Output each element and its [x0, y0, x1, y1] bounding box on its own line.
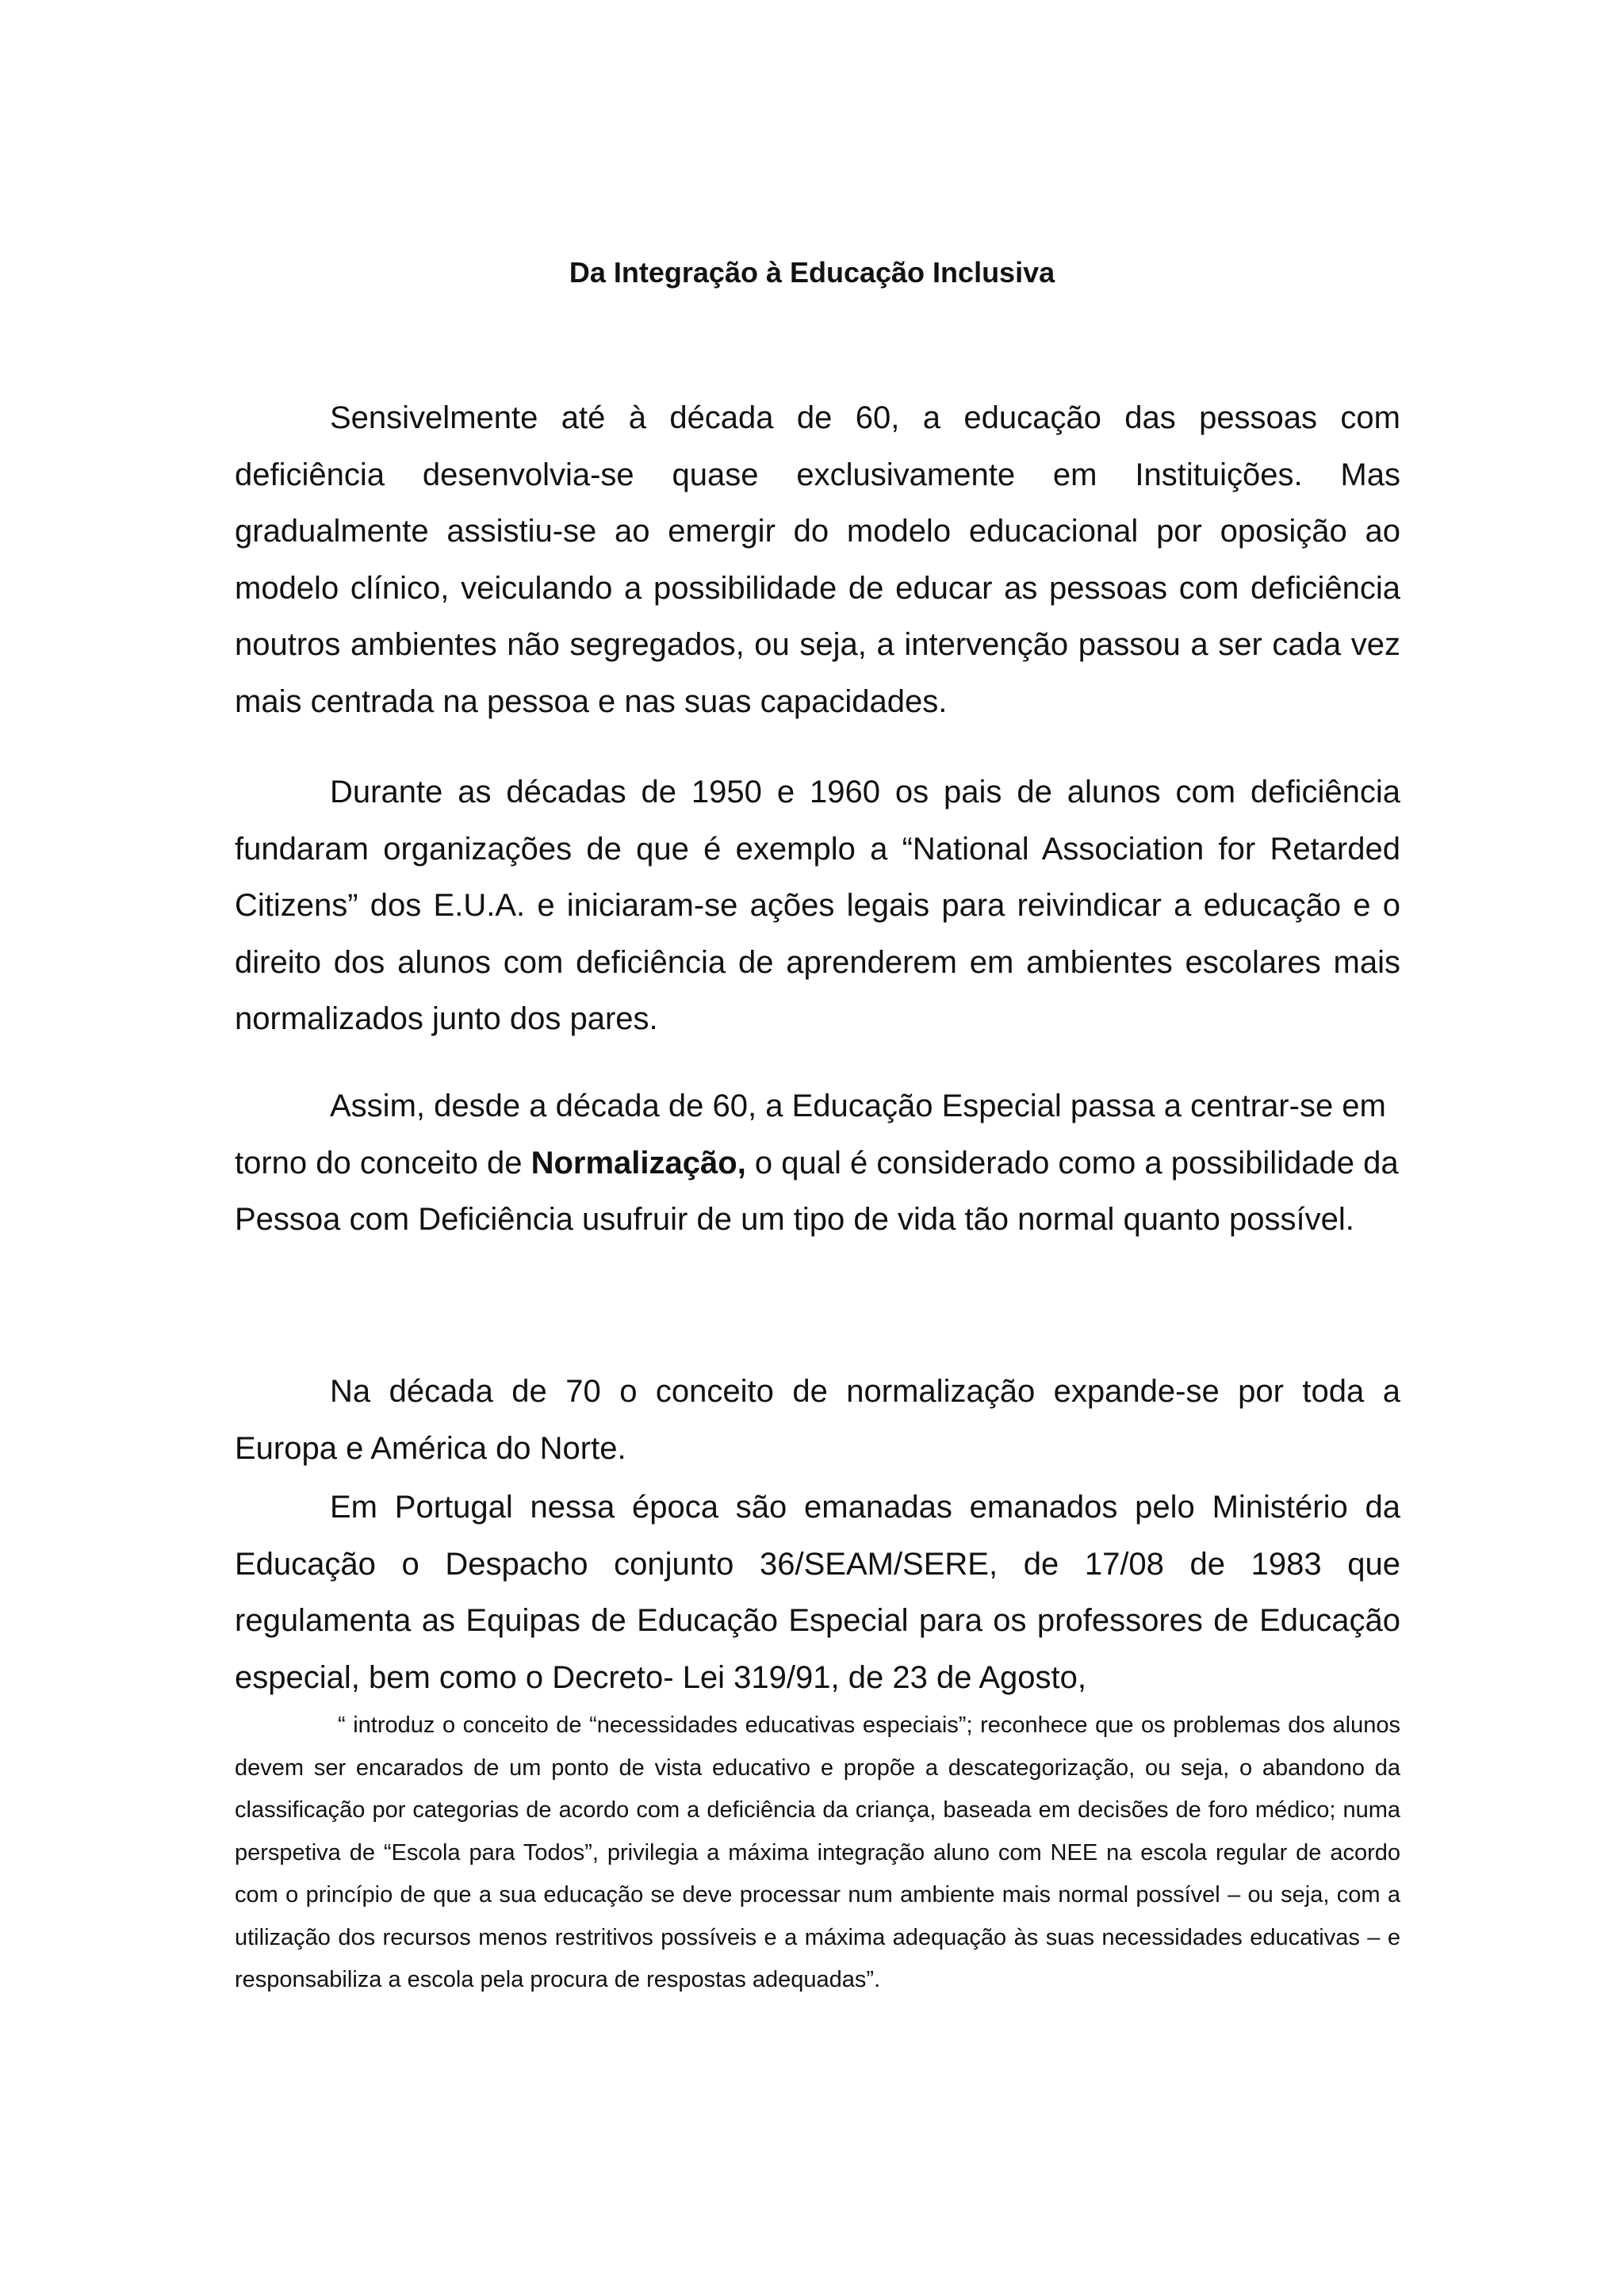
paragraph-3 [235, 1078, 1400, 1249]
paragraph-1: Sensivelmente até à década de 60, a educação das pessoas com deficiência desenvolvia-se quase exclusivamente em Instituições. Mas gradualmente assistiu-se ao emergir do modelo educacional por oposição ao modelo clínico, veiculando a possibilidade de educar as pessoas com deficiência noutros ambientes não segregados, ou seja, a intervenção passou a ser cada vez mais centrada na pessoa e nas suas capacidades. [235, 400, 1400, 719]
paragraph-2: Durante as décadas de 1950 e 1960 os pais de alunos com deficiência fundaram organizações de que é exemplo a “National Association for Retarded Citizens” dos E.U.A. e iniciaram-se ações legais para reivindicar a educação e o direito dos alunos com deficiência de aprenderem em ambientes escolares mais normalizados junto dos pares. [235, 775, 1400, 1036]
document-title: Da Integração à Educação Inclusiva [569, 256, 1055, 289]
paragraph-3-text-after: o qual é considerado como a possibilidade da Pessoa com Deficiência usufruir de um tipo de vida tão normal quanto possível. [235, 1145, 1399, 1237]
paragraph-5: Em Portugal nessa época são emanadas emanados pelo Ministério da Educação o Despacho conjunto 36/SEAM/SERE, de 17/08 de 1983 que regulamenta as Equipas de Educação Especial para os professores de Educação especial, bem como o Decreto- Lei 319/91, de 23 de Agosto, [235, 1490, 1400, 1695]
decree-quote: “ introduz o conceito de “necessidades educativas especiais”; reconhece que os problemas dos alunos devem ser encarados de um ponto de vista educativo e propõe a descategorização, ou seja, o abandono da classificação por categorias de acordo com a deficiência da criança, baseada em decisões de foro médico; numa perspetiva de “Escola para Todos”, privilegia a máxima integração aluno com NEE na escola regular de acordo com o princípio de que a sua educação se deve processar num ambiente mais normal possível – ou seja, com a utilização dos recursos menos restritivos possíveis e a máxima adequação às suas necessidades educativas – e responsabiliza a escola pela procura de respostas adequadas”. [235, 1712, 1400, 1992]
normalizacao-term: Normalização, [530, 1145, 746, 1181]
paragraph-3-text-before: Assim, desde a década de 60, a Educação Especial passa a centrar-se em torno do conceito de [235, 1089, 1386, 1181]
paragraph-4: Na década de 70 o conceito de normalização expande-se por toda a Europa e América do Norte. [235, 1374, 1400, 1466]
